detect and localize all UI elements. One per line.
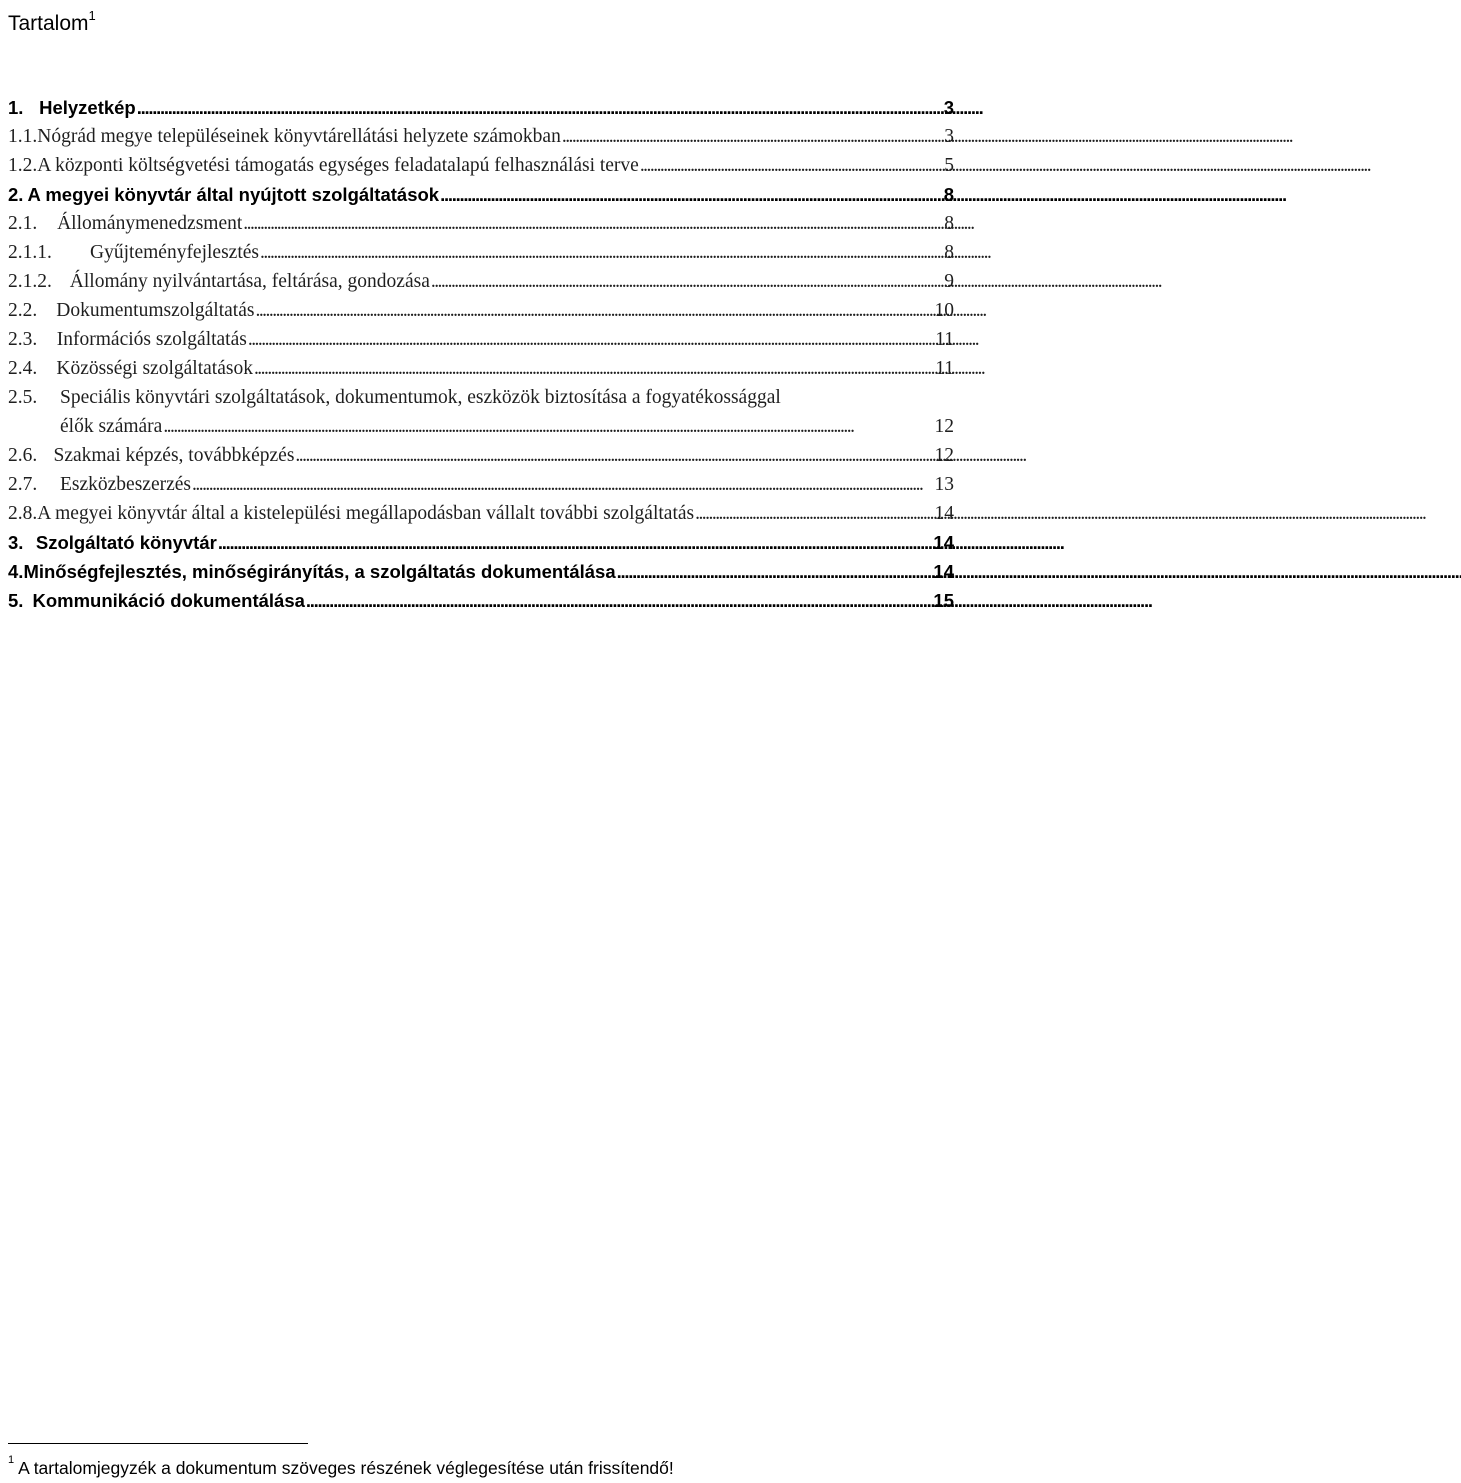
toc-entry-page: 5 bbox=[944, 155, 954, 176]
toc-entry-number: 4. bbox=[8, 561, 24, 582]
toc-entry-title: Kommunikáció dokumentálása bbox=[32, 590, 305, 611]
toc-entry-line bbox=[8, 324, 960, 353]
footnote bbox=[8, 1452, 948, 1480]
page-title-text: Tartalom bbox=[8, 12, 89, 35]
toc-entry-title: Eszközbeszerzés bbox=[60, 474, 192, 495]
toc-entry-page: 8 bbox=[944, 242, 954, 263]
table-of-contents bbox=[0, 92, 960, 614]
toc-entry-number: 2.4. bbox=[8, 358, 38, 379]
toc-leader-dots bbox=[431, 269, 937, 295]
toc-entry-page: 12 bbox=[934, 416, 954, 437]
toc-entry-line bbox=[8, 440, 960, 469]
toc-entry-number: 2.6. bbox=[8, 445, 38, 466]
toc-entry-title-continued: élők számára bbox=[60, 416, 163, 437]
toc-entry-title: A megyei könyvtár által a kistelepülési megállapodásban vállalt további szolgáltatás bbox=[37, 503, 695, 524]
toc-entry-title: Minőségfejlesztés, minőségirányítás, a szolgáltatás dokumentálása bbox=[23, 561, 616, 582]
toc-entry-page: 11 bbox=[935, 329, 954, 350]
toc-entry-page: 11 bbox=[935, 358, 954, 379]
toc-entry-title: Szakmai képzés, továbbképzés bbox=[53, 445, 295, 466]
toc-entry-number: 2.3. bbox=[8, 329, 38, 350]
toc-entry-page: 8 bbox=[943, 184, 954, 205]
toc-entry[interactable] bbox=[0, 295, 960, 324]
toc-entry-page: 3 bbox=[943, 97, 955, 118]
toc-entry-line bbox=[8, 150, 960, 179]
toc-leader-dots bbox=[260, 240, 932, 266]
toc-leader-dots bbox=[295, 443, 932, 469]
toc-entry-number: 2.1.2. bbox=[8, 271, 52, 292]
toc-entry-line bbox=[8, 208, 960, 237]
toc-entry-line bbox=[8, 295, 960, 324]
toc-entry-title: Szolgáltató könyvtár bbox=[35, 532, 217, 553]
footnote-number: 1 bbox=[8, 1454, 15, 1466]
toc-entry-line bbox=[8, 179, 960, 208]
toc-entry-line bbox=[8, 266, 960, 295]
toc-entry[interactable] bbox=[0, 266, 960, 295]
toc-entry-page: 12 bbox=[934, 445, 954, 466]
toc-entry-title: A megyei könyvtár által nyújtott szolgáltatások bbox=[27, 184, 440, 205]
toc-entry-number: 2.1.1. bbox=[8, 242, 52, 263]
toc-leader-dots bbox=[218, 530, 932, 556]
toc-entry[interactable] bbox=[0, 92, 960, 121]
toc-entry[interactable] bbox=[0, 556, 960, 585]
toc-entry[interactable] bbox=[0, 382, 960, 440]
toc-leader-dots bbox=[562, 124, 941, 150]
toc-entry[interactable] bbox=[0, 179, 960, 208]
toc-entry-number: 2. bbox=[8, 184, 24, 205]
toc-entry-line bbox=[60, 411, 960, 440]
toc-entry-number: 3. bbox=[8, 532, 24, 553]
toc-entry-title: Speciális könyvtári szolgáltatások, dokumentumok, eszközök biztosítása a fogyatékossággal bbox=[60, 387, 781, 408]
toc-entry-title: Helyzetkép bbox=[39, 97, 136, 118]
toc-entry[interactable] bbox=[0, 121, 960, 150]
toc-entry-line bbox=[8, 556, 960, 585]
toc-entry-number: 2.1. bbox=[8, 213, 38, 234]
toc-entry-line bbox=[8, 92, 960, 121]
toc-leader-dots bbox=[137, 95, 932, 121]
toc-entry-title: Dokumentumszolgáltatás bbox=[56, 300, 255, 321]
toc-entry-line bbox=[8, 382, 960, 411]
toc-entry-page: 14 bbox=[934, 503, 954, 524]
toc-entry-line bbox=[8, 469, 960, 498]
toc-leader-dots bbox=[192, 472, 930, 498]
page-title bbox=[8, 4, 96, 38]
toc-entry-page: 13 bbox=[934, 474, 954, 495]
toc-entry-number: 2.5. bbox=[8, 387, 38, 408]
toc-entry-number: 2.8. bbox=[8, 503, 38, 524]
toc-entry[interactable] bbox=[0, 353, 960, 382]
toc-leader-dots bbox=[243, 211, 931, 237]
toc-entry-page: 15 bbox=[933, 590, 954, 611]
toc-entry[interactable] bbox=[0, 324, 960, 353]
toc-entry-title: Állománymenedzsment bbox=[57, 213, 243, 234]
toc-entry-line bbox=[8, 353, 960, 382]
toc-entry-line bbox=[8, 237, 960, 266]
toc-entry-page: 14 bbox=[933, 561, 954, 582]
toc-entry[interactable] bbox=[0, 498, 960, 527]
toc-entry-number: 1.2. bbox=[8, 155, 38, 176]
toc-entry-page: 10 bbox=[934, 300, 954, 321]
toc-entry[interactable] bbox=[0, 469, 960, 498]
toc-entry-number: 5. bbox=[8, 590, 24, 611]
toc-entry[interactable] bbox=[0, 585, 960, 614]
toc-entry-page: 9 bbox=[944, 271, 954, 292]
toc-entry-line bbox=[8, 121, 960, 150]
toc-leader-dots bbox=[306, 588, 932, 614]
toc-entry-title: A központi költségvetési támogatás egységes feladatalapú felhasználási terve bbox=[37, 155, 639, 176]
toc-leader-dots bbox=[640, 153, 942, 179]
toc-leader-dots bbox=[248, 327, 932, 353]
footnote-text: A tartalomjegyzék a dokumentum szöveges részének véglegesítése után frissítendő! bbox=[18, 1457, 674, 1478]
toc-entry-number: 2.7. bbox=[8, 474, 38, 495]
toc-entry-page: 8 bbox=[944, 213, 954, 234]
toc-entry-title: Gyűjteményfejlesztés bbox=[90, 242, 259, 263]
toc-entry-line bbox=[8, 498, 960, 527]
toc-entry-number: 1. bbox=[8, 97, 24, 118]
toc-leader-dots bbox=[695, 501, 932, 527]
toc-leader-dots bbox=[617, 559, 932, 585]
toc-entry-title: Nógrád megye településeinek könyvtárellátási helyzete számokban bbox=[37, 126, 561, 147]
toc-leader-dots bbox=[163, 414, 930, 440]
toc-leader-dots bbox=[255, 298, 931, 324]
toc-entry-number: 1.1. bbox=[8, 126, 38, 147]
toc-entry-title: Közösségi szolgáltatások bbox=[56, 358, 253, 379]
toc-entry-number: 2.2. bbox=[8, 300, 38, 321]
toc-leader-dots bbox=[440, 182, 939, 208]
toc-leader-dots bbox=[254, 356, 932, 382]
toc-entry-title: Információs szolgáltatás bbox=[56, 329, 247, 350]
toc-entry[interactable] bbox=[0, 527, 960, 556]
toc-entry[interactable] bbox=[0, 150, 960, 179]
toc-entry-page: 14 bbox=[933, 532, 954, 553]
toc-entry-line bbox=[8, 527, 960, 556]
footnote-ref[interactable]: 1 bbox=[88, 8, 96, 23]
toc-entry-line bbox=[8, 585, 960, 614]
toc-entry[interactable] bbox=[0, 208, 960, 237]
footnote-separator bbox=[8, 1443, 308, 1444]
toc-entry-title: Állomány nyilvántartása, feltárása, gondozása bbox=[69, 271, 430, 292]
toc-entry-page: 3 bbox=[944, 126, 954, 147]
toc-entry[interactable] bbox=[0, 440, 960, 469]
toc-entry[interactable] bbox=[0, 237, 960, 266]
